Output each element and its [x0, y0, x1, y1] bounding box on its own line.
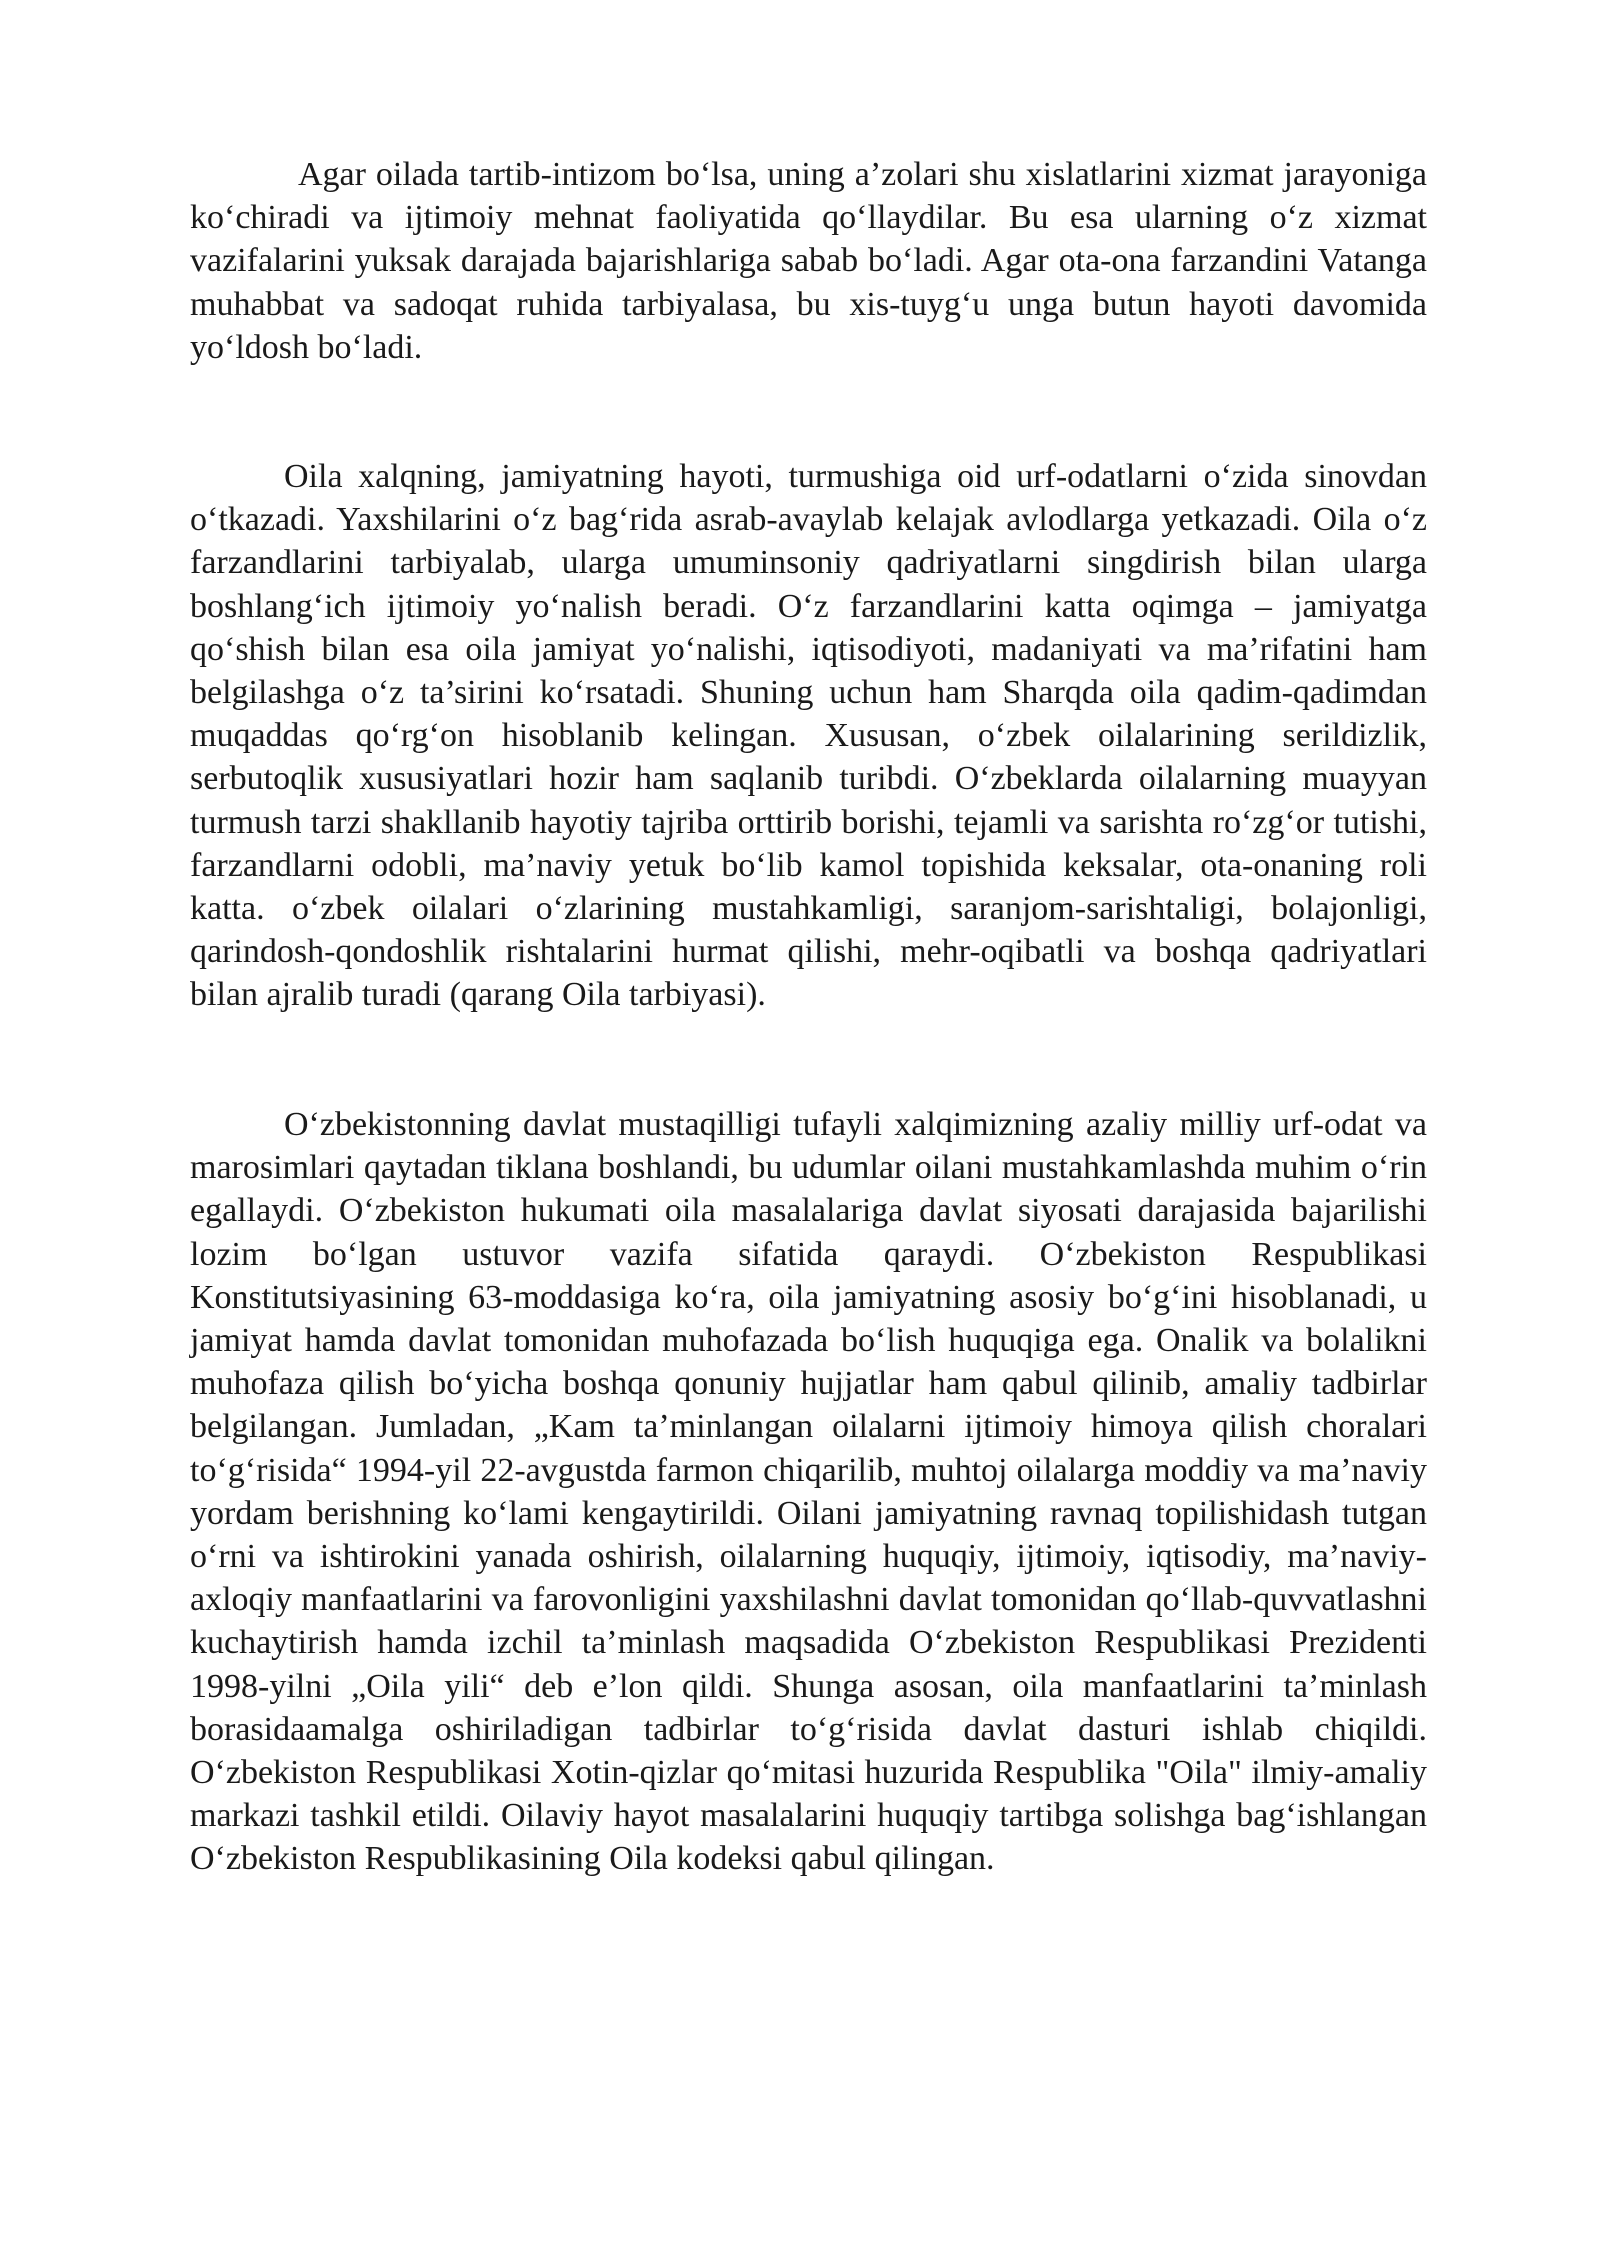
paragraph-state-family-policy: O‘zbekistonning davlat mustaqilligi tufayli xalqimizning azaliy milliy urf-odat va marosimlari qaytadan tiklana boshlandi, bu udumlar oilani mustahkamlashda muhim o‘rin egallaydi. O‘zbekiston hukumati oila masalalariga davlat siyosati darajasida bajarilishi lozim bo‘lgan ustuvor vazifa sifatida qaraydi. O‘zbekiston Respublikasi Konstitutsiyasining 63-moddasiga ko‘ra, oila jamiyatning asosiy bo‘g‘ini hisoblanadi, u jamiyat hamda davlat tomonidan muhofazada bo‘lish huquqiga ega. Onalik va bolalikni muhofaza qilish bo‘yicha boshqa qonuniy hujjatlar ham qabul qilinib, amaliy tadbirlar belgilangan. Jumladan, „Kam ta’minlangan oilalarni ijtimoiy himoya qilish choralari to‘g‘risida“ 1994-yil 22-avgustda farmon chiqarilib, muhtoj oilalarga moddiy va ma’naviy yordam berishning ko‘lami kengaytirildi. Oilani jamiyatning ravnaq topilishidash tutgan o‘rni va ishtirokini yanada oshirish, oilalarning huquqiy, ijtimoiy, iqtisodiy, ma’naviy-axloqiy manfaatlarini va farovonligini yaxshilashni davlat tomonidan qo‘llab-quvvatlashni kuchaytirish hamda izchil ta’minlash maqsadida O‘zbekiston Respublikasi Prezidenti 1998-yilni „Oila yili“ deb e’lon qildi. Shunga asosan, oila manfaatlarini ta’minlash borasidaamalga oshiriladigan tadbirlar to‘g‘risida davlat dasturi ishlab chiqildi. O‘zbekiston Respublikasi Xotin-qizlar qo‘mitasi huzurida Respublika "Oila" ilmiy-amaliy markazi tashkil etildi. Oilaviy hayot masalalarini huquqiy tartibga solishga bag‘ishlangan O‘zbekiston Respublikasining Oila kodeksi qabul qilingan.	[190, 1106, 1427, 1878]
paragraph-family-discipline: Agar oilada tartib-intizom bo‘lsa, uning a’zolari shu xislatlarini xizmat jarayoniga ko‘chiradi va ijtimoiy mehnat faoliyatida qo‘llaydilar. Bu esa ularning o‘z xizmat vazifalarini yuksak darajada bajarishlariga sabab bo‘ladi. Agar ota-ona farzandini Vatanga muhabbat va sadoqat ruhida tarbiyalasa, bu xis-tuyg‘u unga butun hayoti davomida yo‘ldosh bo‘ladi.	[190, 156, 1427, 366]
paragraph-family-traditions: Oila xalqning, jamiyatning hayoti, turmushiga oid urf-odatlarni o‘zida sinovdan o‘tkazadi. Yaxshilarini o‘z bag‘rida asrab-avaylab kelajak avlodlarga yetkazadi. Oila o‘z farzandlarini tarbiyalab, ularga umuminsoniy qadriyatlarni singdirish bilan ularga boshlang‘ich ijtimoiy yo‘nalish beradi. O‘z farzandlarini katta oqimga – jamiyatga qo‘shish bilan esa oila jamiyat yo‘nalishi, iqtisodiyoti, madaniyati va ma’rifatini ham belgilashga o‘z ta’sirini ko‘rsatadi. Shuning uchun ham Sharqda oila qadim-qadimdan muqaddas qo‘rg‘on hisoblanib kelingan. Xususan, o‘zbek oilalarining serildizlik, serbutoqlik xususiyatlari hozir ham saqlanib turibdi. O‘zbeklarda oilalarning muayyan turmush tarzi shakllanib hayotiy tajriba orttirib borishi, tejamli va sarishta ro‘zg‘or tutishi, farzandlarni odobli, ma’naviy yetuk bo‘lib kamol topishida keksalar, ota-onaning roli katta. o‘zbek oilalari o‘zlarining mustahkamligi, saranjom-sarishtaligi, bolajonligi, qarindosh-qondoshlik rishtalarini hurmat qilishi, mehr-oqibatli va boshqa qadriyatlari bilan ajralib turadi (qarang Oila tarbiyasi).	[190, 458, 1427, 1014]
